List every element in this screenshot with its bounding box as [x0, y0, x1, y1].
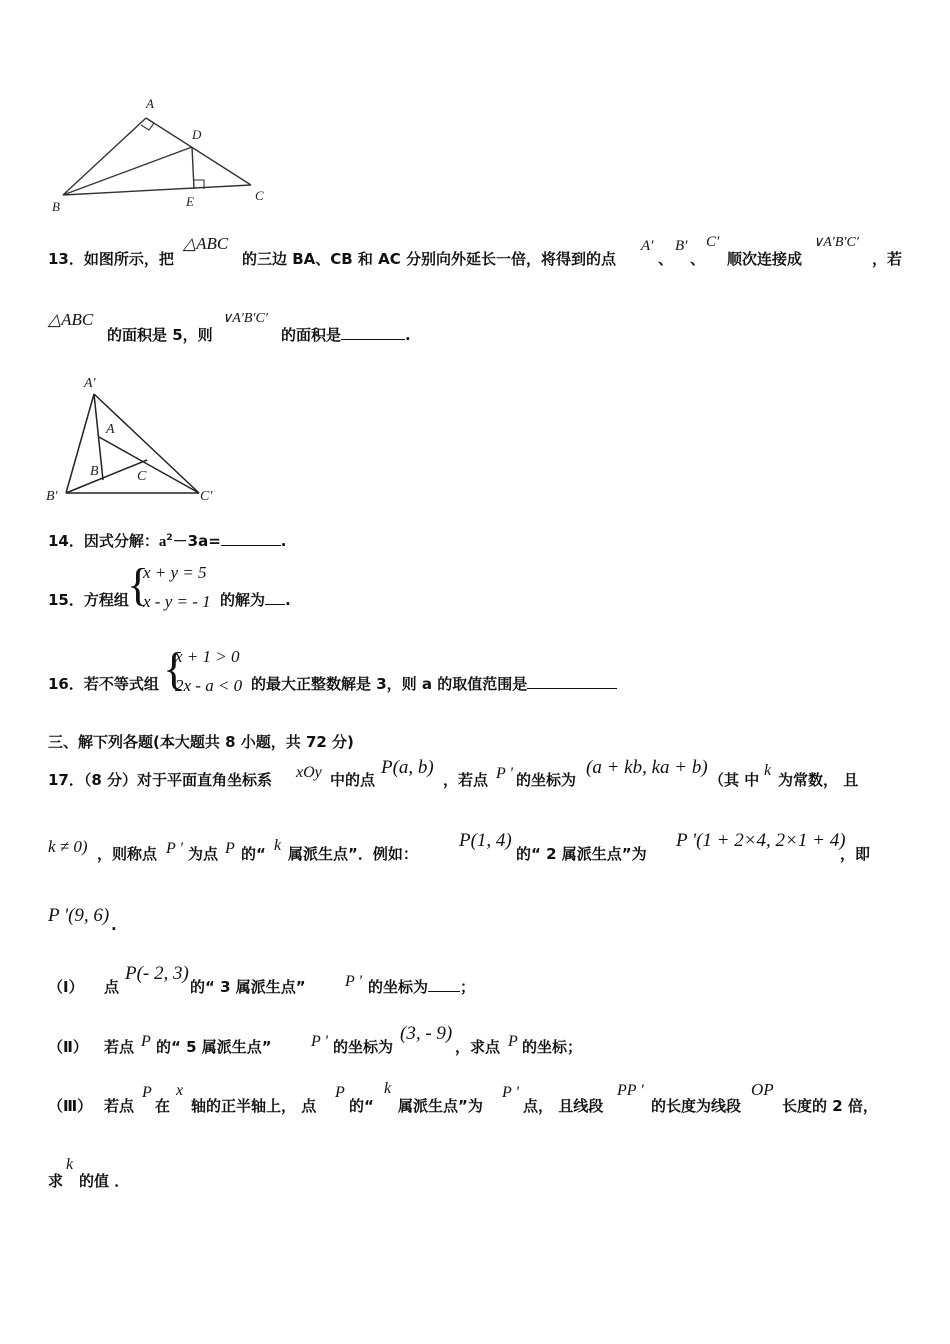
q13-line1 — [48, 248, 174, 269]
q13-triangle-abc-2: △ABC — [48, 310, 94, 329]
q17-xoy: xOy — [296, 764, 322, 781]
q13-triangle-abc: △ABC — [183, 234, 229, 253]
q17-k-2: k — [274, 837, 282, 854]
q17-coordinate-formula: (a + kb, ka + b) — [586, 757, 708, 778]
q15-end: . — [285, 591, 291, 609]
q16-text — [251, 673, 617, 694]
q17-text-b: ，若点 — [443, 771, 489, 789]
q16-number: 16．若不等式组 — [48, 675, 159, 693]
q17-part-2-p-2: P — [508, 1033, 518, 1050]
q15-answer-blank[interactable] — [265, 590, 285, 605]
q13-point-c-prime: C′ — [706, 234, 720, 250]
q17-text-h: 的“ — [241, 845, 266, 863]
segment-b-prime-c — [66, 460, 147, 493]
q17-part-1-t3-label: 的坐标为 — [368, 978, 429, 996]
q17-part-3-p-2: P — [335, 1084, 345, 1101]
q17-part-3-t10: 的值 ． — [79, 1172, 130, 1190]
q17-text-i: 属派生点”．例如： — [288, 845, 418, 863]
q13-triangle-prime: ∨A′B′C′ — [813, 235, 859, 250]
q14-end: . — [280, 532, 287, 550]
q17-number: 17．（8 分）对于平面直角坐标系 — [48, 771, 273, 789]
q17-part-3-t5: 属派生点”为 — [398, 1097, 483, 1115]
label-d: D — [192, 127, 202, 142]
q17-part-3-t7: 的长度为线段 — [651, 1097, 742, 1115]
q13-end: . — [405, 326, 411, 344]
q15-equation-2 — [143, 592, 211, 612]
q17-text-e: 为常数， 且 — [778, 771, 859, 789]
label-a-prime: A′ — [84, 376, 96, 391]
q17-point-pab: P(a, b) — [381, 757, 434, 778]
label-b-inner: B — [90, 464, 99, 479]
q17-part-1-label: （Ⅰ） — [48, 978, 84, 996]
q16-inequality-2 — [175, 676, 242, 696]
q17-part-3-label: （Ⅲ） — [48, 1097, 93, 1115]
q13-point-a-prime: A′ — [641, 238, 654, 254]
q17-example-result: P '(9, 6) — [48, 905, 110, 926]
segment-ba — [63, 118, 146, 195]
q17-k-condition: k ≠ 0) — [48, 837, 88, 856]
q17-k: k — [764, 762, 772, 779]
label-c: C — [255, 188, 264, 203]
q16-text-label: 的最大正整数解是 3，则 a 的取值范围是 — [251, 675, 528, 693]
q17-part-3-p-prime: P ' — [502, 1084, 519, 1101]
q17-part-2-t5: 的坐标； — [522, 1038, 583, 1056]
label-a-inner: A — [106, 422, 115, 437]
q14-number: 14．因式分解： — [48, 532, 159, 550]
q13-text-e — [281, 324, 411, 345]
q17-part-3-t8: 长度的 2 倍， — [782, 1097, 878, 1115]
q17-p-prime: P ' — [496, 765, 513, 782]
q17-part-1-answer-blank[interactable] — [428, 977, 460, 992]
label-c-prime: C′ — [200, 489, 213, 504]
q17-part-3-p: P — [142, 1084, 152, 1101]
q17-part-1-t2: 的“ 3 属派生点” — [190, 978, 306, 996]
q17-part-2-t4: ，求点 — [455, 1038, 501, 1056]
q17-text-d: （其 中 — [709, 771, 760, 789]
q17-part-2-t2: 的“ 5 属派生点” — [156, 1038, 272, 1056]
q13-text-a: 的三边 BA、CB 和 AC 分别向外延长一倍，将得到的点 — [242, 250, 616, 268]
q13-answer-blank[interactable] — [341, 325, 405, 340]
q17-text-k: ，即 — [840, 845, 871, 863]
q17-part-2-point: (3, - 9) — [400, 1023, 453, 1044]
q17-text-c: 的坐标为 — [516, 771, 577, 789]
q16-eq1-text: x + 1 > 0 — [175, 647, 240, 666]
q17-part-1-end: ； — [460, 978, 476, 996]
q15-number: 15．方程组 — [48, 591, 129, 609]
label-e: E — [186, 194, 194, 209]
q17-part-3-op: OP — [751, 1080, 774, 1099]
q13-text-b: 顺次连接成 — [727, 250, 803, 268]
q17-part-3-k: k — [384, 1080, 392, 1097]
q17-part-3-t6: 点， 且线段 — [523, 1097, 604, 1115]
section-3-title: 三、解下列各题(本大题共 8 小题，共 72 分) — [48, 733, 354, 751]
q17-part-3-pp-prime: PP ' — [617, 1082, 644, 1099]
q13-text-e-label: 的面积是 — [281, 326, 342, 344]
q14-expr-b: －3a= — [172, 532, 221, 550]
figure-2-triangle — [44, 372, 234, 510]
segment-bc — [63, 185, 251, 195]
q17-part-3-t2: 在 — [155, 1097, 171, 1115]
q16-answer-blank[interactable] — [527, 674, 617, 689]
q17-text-j: 的“ 2 属派生点”为 — [516, 845, 647, 863]
q17-text-g: 为点 — [188, 845, 219, 863]
segment-bd — [63, 147, 192, 195]
q13-separator-1: 、 — [658, 250, 674, 268]
q16-inequality-1 — [175, 647, 240, 667]
q15-equation-1 — [143, 563, 207, 583]
q17-p: P — [225, 840, 235, 857]
q17-part-3-t3: 轴的正半轴上， 点 — [191, 1097, 317, 1115]
q14-expr-a: a — [158, 534, 167, 550]
q17-part-2-label: （Ⅱ） — [48, 1038, 88, 1056]
label-a: A — [146, 96, 154, 111]
right-angle-mark-a — [141, 118, 154, 130]
label-b-prime: B′ — [46, 489, 58, 504]
q16-eq2-text: 2x - a < 0 — [175, 676, 243, 695]
q17-example-p14: P(1, 4) — [459, 830, 512, 851]
q17-part-2-p: P — [141, 1033, 151, 1050]
q15-brace: { — [127, 559, 150, 610]
q17-text-a: 中的点 — [330, 771, 376, 789]
q17-p-prime-2: P ' — [166, 840, 183, 857]
q17-part-1-p-prime: P ' — [345, 973, 362, 990]
q17-part-3-x: x — [176, 1082, 184, 1099]
q17-end: . — [111, 916, 117, 934]
q14-answer-blank[interactable] — [221, 531, 281, 546]
q17-example-calc: P '(1 + 2×4, 2×1 + 4) — [676, 830, 846, 851]
q15-text — [220, 589, 291, 610]
figure-1-triangle — [48, 92, 288, 222]
q17-part-2-p-prime: P ' — [311, 1033, 328, 1050]
q17-part-1-point: P(- 2, 3) — [125, 963, 189, 984]
q17-part-2-t3: 的坐标为 — [333, 1038, 394, 1056]
q17-text-f: ，则称点 — [97, 845, 158, 863]
label-b: B — [52, 199, 60, 214]
q17-part-3-t9: 求 — [48, 1172, 64, 1190]
q13-number: 13．如图所示，把 — [48, 250, 174, 268]
q17-part-3-k-2: k — [66, 1156, 74, 1173]
q13-text-d: 的面积是 5，则 — [107, 326, 213, 344]
segment-de — [192, 147, 194, 189]
q17-part-3-t4: 的“ — [349, 1097, 374, 1115]
q15-eq2-text: x - y = - 1 — [143, 592, 211, 611]
q16-brace: { — [163, 643, 186, 694]
q13-text-c: ，若 — [872, 250, 903, 268]
q13-triangle-prime-2: ∨A′B′C′ — [222, 311, 268, 326]
q15-eq1-text: x + y = 5 — [143, 563, 207, 582]
q17-part-2-t1: 若点 — [104, 1038, 135, 1056]
label-c-inner: C — [137, 469, 147, 484]
q14 — [48, 530, 286, 551]
q13-point-b-prime: B′ — [675, 238, 688, 254]
q15-text-label: 的解为 — [220, 591, 266, 609]
q17-part-1-t3 — [368, 976, 475, 997]
q13-separator-2: 、 — [690, 250, 706, 268]
q17-part-3-t1: 若点 — [104, 1097, 135, 1115]
q14-exponent: 2 — [166, 533, 173, 543]
q17-part-1-t1: 点 — [104, 978, 120, 996]
